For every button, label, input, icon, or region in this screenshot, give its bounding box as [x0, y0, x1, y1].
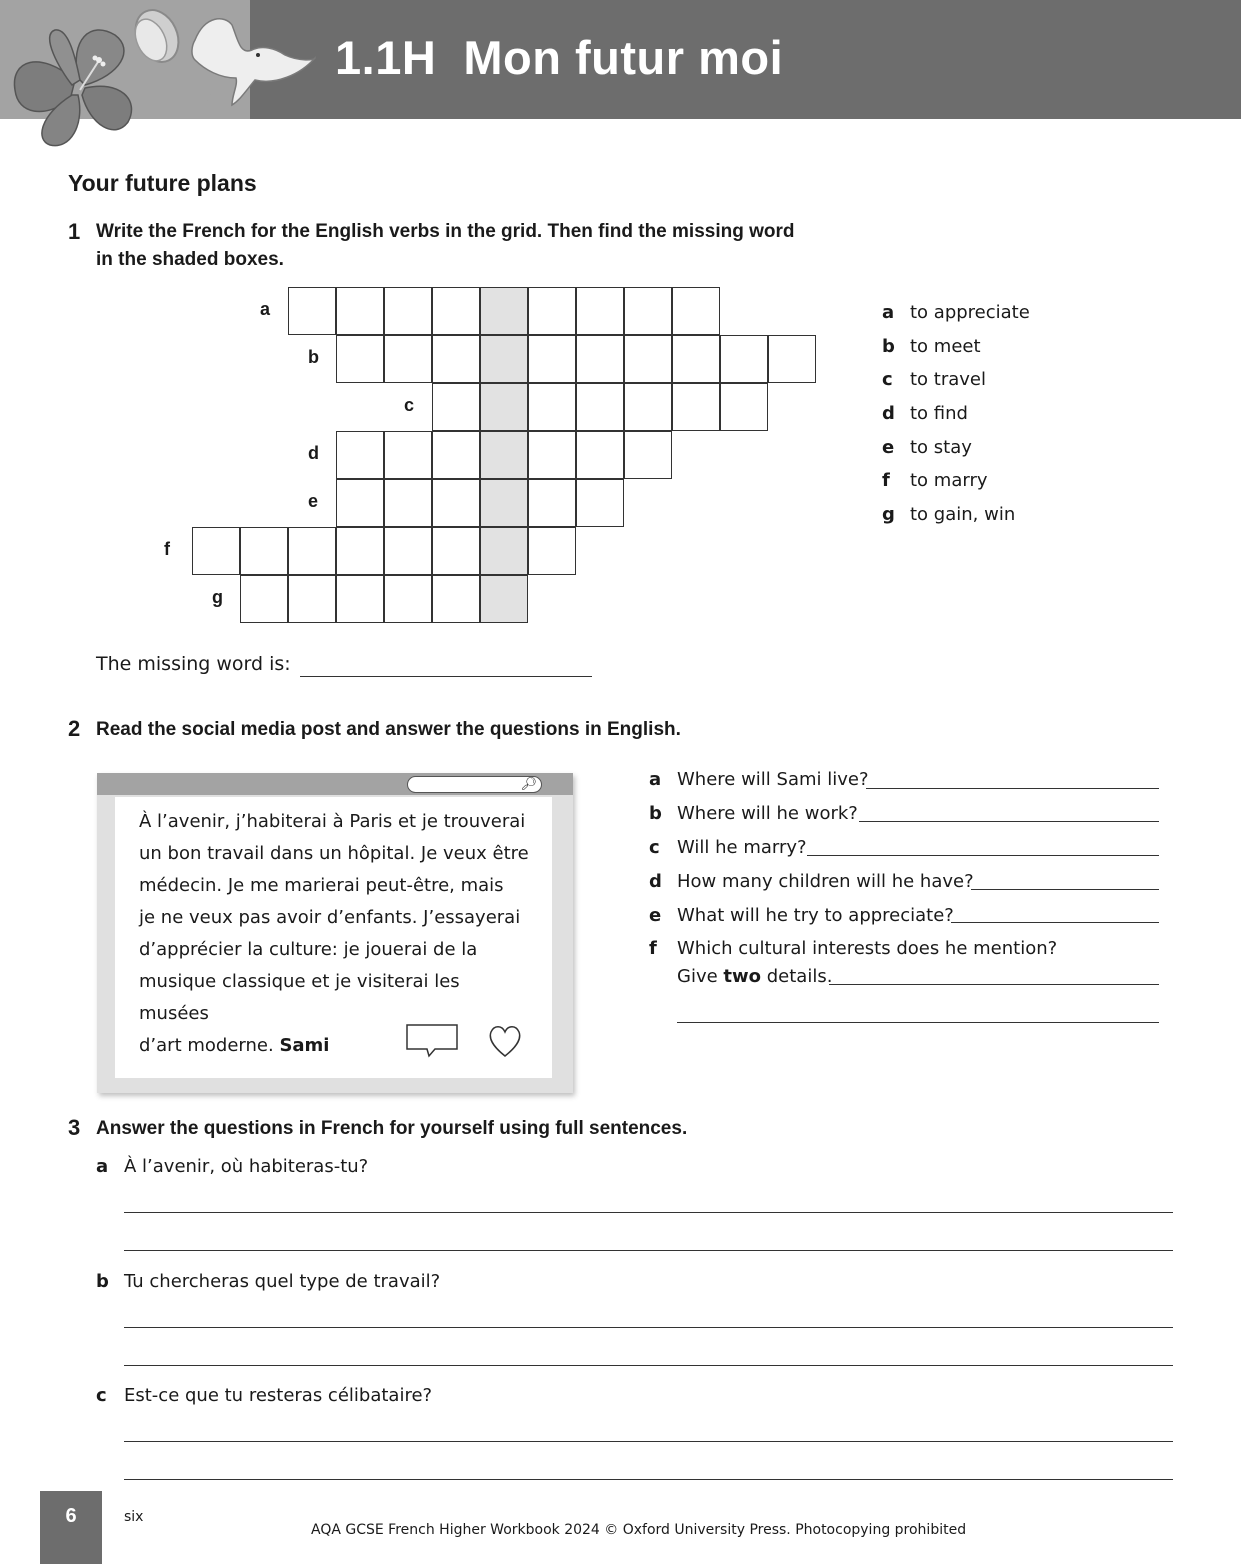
- question-2-number: 2: [68, 716, 81, 741]
- clue-letter: d: [882, 403, 895, 425]
- grid-cell[interactable]: [384, 575, 432, 623]
- question-1-instruction-line1: Write the French for the English verbs in the grid. Then find the missing word: [96, 221, 795, 242]
- grid-row-letter: g: [212, 587, 223, 607]
- question-2f: [649, 938, 1057, 959]
- clue-text: to stay: [910, 436, 972, 458]
- grid-cell[interactable]: [288, 575, 336, 623]
- item-letter: c: [649, 837, 660, 858]
- grid-cell[interactable]: [432, 431, 480, 479]
- clue-item: [882, 470, 1030, 504]
- grid-cell-shaded[interactable]: [480, 431, 528, 479]
- grid-row-letter: b: [308, 347, 319, 367]
- item-text: À l’avenir, où habiteras-tu?: [124, 1156, 369, 1177]
- grid-cell[interactable]: [384, 527, 432, 575]
- grid-cell[interactable]: [528, 287, 576, 335]
- grid-cell[interactable]: [384, 335, 432, 383]
- grid-cell[interactable]: [336, 431, 384, 479]
- item-text: Give: [677, 966, 724, 987]
- grid-row-letter: f: [164, 539, 170, 559]
- header-illustration: [0, 0, 330, 160]
- item-text: Tu chercheras quel type de travail?: [124, 1271, 441, 1292]
- grid-cell[interactable]: [288, 527, 336, 575]
- grid-cell[interactable]: [432, 335, 480, 383]
- grid-cell-shaded[interactable]: [480, 383, 528, 431]
- clue-text: to travel: [910, 369, 987, 391]
- grid-cell[interactable]: [432, 383, 480, 431]
- item-text: How many children will he have?: [677, 871, 974, 892]
- grid-row-letter: a: [260, 299, 271, 319]
- question-2b: [649, 803, 858, 824]
- grid-cell[interactable]: [576, 335, 624, 383]
- question-1-number: 1: [68, 219, 81, 244]
- answer-line-3c-2[interactable]: [124, 1479, 1173, 1480]
- clue-item: [882, 437, 1030, 471]
- macaron-icon: [127, 3, 186, 69]
- grid-cell[interactable]: [432, 479, 480, 527]
- answer-line-2f-extra[interactable]: [677, 1022, 1159, 1023]
- grid-cell[interactable]: [768, 335, 816, 383]
- grid-cell-shaded[interactable]: [480, 479, 528, 527]
- clue-letter: a: [882, 302, 895, 323]
- answer-line-2d[interactable]: [971, 889, 1159, 890]
- missing-word-label: The missing word is:: [96, 653, 291, 675]
- question-2a: [649, 769, 869, 790]
- clue-text: to find: [910, 403, 968, 425]
- item-text: Will he marry?: [677, 837, 807, 858]
- grid-cell[interactable]: [288, 287, 336, 335]
- post-author: Sami: [279, 1035, 330, 1056]
- item-text: Est-ce que tu resteras célibataire?: [124, 1385, 433, 1406]
- grid-cell[interactable]: [720, 383, 768, 431]
- clue-letter: b: [882, 335, 895, 357]
- post-line: un bon travail dans un hôpital. Je veux être: [139, 843, 529, 864]
- grid-cell[interactable]: [576, 383, 624, 431]
- clue-text: to gain, win: [910, 504, 1016, 526]
- item-bold: two: [723, 966, 762, 987]
- grid-cell[interactable]: [528, 527, 576, 575]
- page-number-word: six: [124, 1509, 144, 1525]
- clue-letter: e: [882, 436, 895, 458]
- clue-text: to marry: [910, 470, 988, 492]
- question-3c: [96, 1385, 432, 1406]
- page-title: 1.1H Mon futur moi: [335, 31, 784, 84]
- grid-cell[interactable]: [576, 431, 624, 479]
- grid-cell[interactable]: [624, 335, 672, 383]
- question-2e: [649, 905, 954, 926]
- clue-text: to appreciate: [910, 302, 1030, 323]
- item-text: Which cultural interests does he mention?: [677, 938, 1058, 959]
- post-line: je ne veux pas avoir d’enfants. J’essayerai: [139, 907, 521, 928]
- grid-cell[interactable]: [384, 287, 432, 335]
- grid-cell-shaded[interactable]: [480, 575, 528, 623]
- item-letter: a: [649, 769, 662, 790]
- social-media-post: [97, 773, 573, 1093]
- grid-cell[interactable]: [336, 335, 384, 383]
- question-3-instruction: Answer the questions in French for yourself using full sentences.: [96, 1118, 688, 1139]
- clue-list: [882, 302, 1030, 538]
- item-text: Where will Sami live?: [677, 769, 869, 790]
- clue-text: to meet: [910, 335, 981, 357]
- answer-line-3a-2[interactable]: [124, 1250, 1173, 1251]
- item-letter: f: [649, 938, 657, 959]
- question-2d: [649, 871, 974, 892]
- question-3b: [96, 1271, 440, 1292]
- grid-cell[interactable]: [240, 575, 288, 623]
- answer-line-2f[interactable]: [829, 984, 1159, 985]
- grid-cell[interactable]: [672, 383, 720, 431]
- post-line: d’art moderne.: [139, 1035, 274, 1056]
- section-title: Your future plans: [68, 170, 257, 196]
- item-letter: a: [96, 1156, 109, 1177]
- grid-cell[interactable]: [336, 287, 384, 335]
- grid-cell[interactable]: [720, 335, 768, 383]
- item-letter: b: [649, 803, 662, 824]
- grid-cell[interactable]: [192, 527, 240, 575]
- magnifier-icon: 🔎︎: [520, 777, 537, 792]
- post-line: d’apprécier la culture: je jouerai de la: [139, 939, 478, 960]
- footer-copyright: AQA GCSE French Higher Workbook 2024 © Oxford University Press. Photocopying prohibited: [311, 1522, 967, 1538]
- grid-cell[interactable]: [624, 383, 672, 431]
- question-2c: [649, 837, 807, 858]
- post-action-icons: [405, 1023, 535, 1063]
- post-line: médecin. Je me marierai peut-être, mais: [139, 875, 504, 896]
- question-1-instruction-line2: in the shaded boxes.: [96, 249, 284, 270]
- answer-line-3b-1[interactable]: [124, 1327, 1173, 1328]
- grid-cell[interactable]: [624, 431, 672, 479]
- question-2f-line2: [677, 966, 832, 987]
- post-search-box: [407, 776, 542, 793]
- grid-cell[interactable]: [336, 479, 384, 527]
- item-text: Where will he work?: [677, 803, 858, 824]
- grid-cell[interactable]: [528, 431, 576, 479]
- item-letter: c: [96, 1385, 107, 1406]
- grid-cell[interactable]: [432, 575, 480, 623]
- clue-item: [882, 504, 1030, 538]
- answer-line-3c-1[interactable]: [124, 1441, 1173, 1442]
- clue-item: [882, 302, 1030, 336]
- clue-letter: g: [882, 504, 895, 526]
- grid-cell[interactable]: [336, 527, 384, 575]
- answer-line-2e[interactable]: [951, 922, 1159, 923]
- question-3-number: 3: [68, 1115, 81, 1140]
- grid-cell-shaded[interactable]: [480, 527, 528, 575]
- dove-icon: [192, 19, 315, 105]
- grid-cell[interactable]: [576, 287, 624, 335]
- grid-cell[interactable]: [528, 479, 576, 527]
- grid-cell-shaded[interactable]: [480, 287, 528, 335]
- item-letter: b: [96, 1271, 109, 1292]
- clue-item: [882, 336, 1030, 370]
- grid-cell[interactable]: [384, 479, 432, 527]
- grid-row-letter: c: [404, 395, 415, 415]
- grid-row-letter: d: [308, 443, 319, 463]
- grid-cell[interactable]: [336, 575, 384, 623]
- post-line: musique classique et je visiterai les musées: [139, 971, 460, 1024]
- clue-item: [882, 403, 1030, 437]
- answer-line-2a[interactable]: [866, 788, 1159, 789]
- clue-letter: f: [882, 470, 890, 492]
- item-letter: e: [649, 905, 662, 926]
- grid-cell[interactable]: [576, 479, 624, 527]
- grid-cell[interactable]: [672, 335, 720, 383]
- item-letter: d: [649, 871, 662, 892]
- grid-cell[interactable]: [432, 527, 480, 575]
- grid-cell[interactable]: [432, 287, 480, 335]
- answer-line-2b[interactable]: [859, 821, 1159, 822]
- grid-cell[interactable]: [384, 431, 432, 479]
- grid-cell[interactable]: [528, 335, 576, 383]
- hibiscus-flower-icon: [14, 30, 131, 146]
- page-number: 6: [40, 1491, 102, 1564]
- question-2-instruction: Read the social media post and answer the questions in English.: [96, 719, 681, 740]
- question-3a: [96, 1156, 368, 1177]
- item-text: What will he try to appreciate?: [677, 905, 954, 926]
- heart-icon: [490, 1027, 519, 1056]
- grid-cell[interactable]: [240, 527, 288, 575]
- grid-row-letter: e: [308, 491, 319, 511]
- clue-item: [882, 369, 1030, 403]
- question-1-instruction: [96, 218, 794, 274]
- grid-cell[interactable]: [672, 287, 720, 335]
- item-text: details.: [761, 966, 833, 987]
- grid-cell-shaded[interactable]: [480, 335, 528, 383]
- answer-line-2c[interactable]: [807, 855, 1159, 856]
- post-line: À l’avenir, j’habiterai à Paris et je trouverai: [139, 811, 526, 832]
- grid-cell[interactable]: [528, 383, 576, 431]
- missing-word-answer-line[interactable]: [300, 676, 592, 677]
- clue-letter: c: [882, 369, 893, 391]
- answer-line-3a-1[interactable]: [124, 1212, 1173, 1213]
- grid-cell[interactable]: [624, 287, 672, 335]
- answer-line-3b-2[interactable]: [124, 1365, 1173, 1366]
- comment-icon: [407, 1025, 457, 1056]
